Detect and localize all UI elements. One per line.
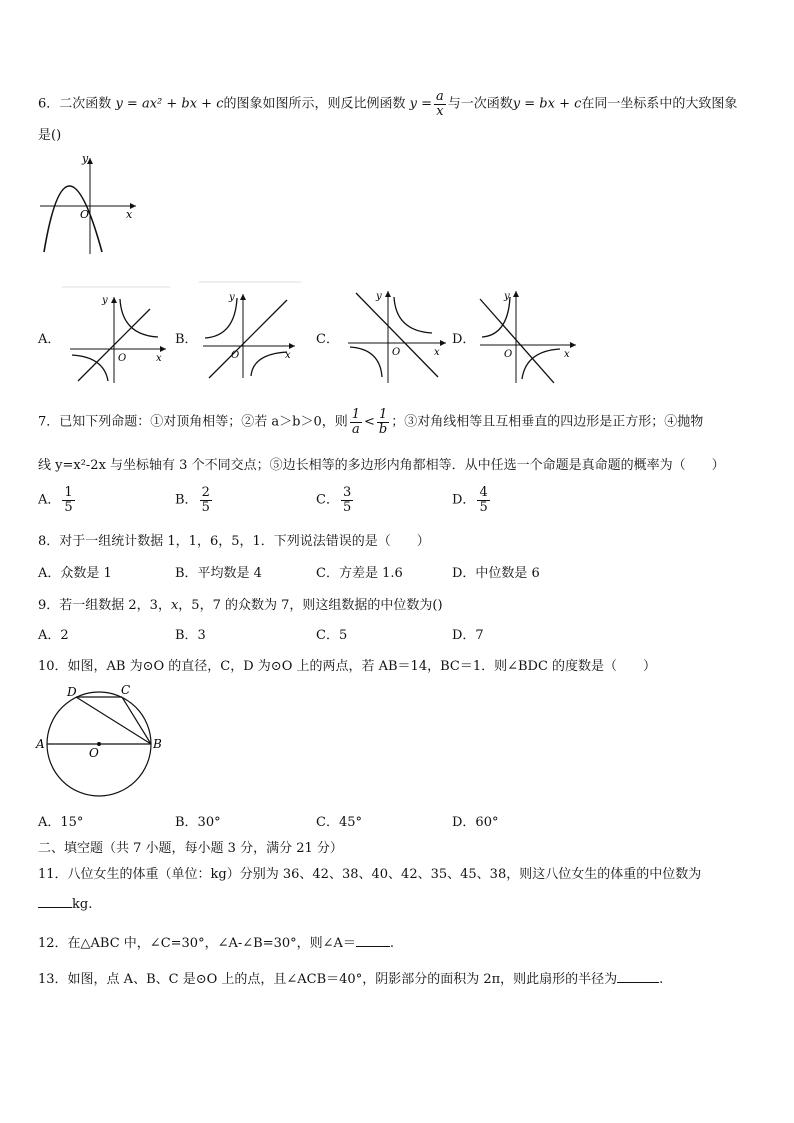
svg-text:x: x: [564, 349, 570, 360]
svg-text:O: O: [392, 347, 401, 358]
svg-text:y: y: [229, 292, 235, 303]
q7-option-c: [316, 486, 355, 514]
q7-line2: 线 y=x²-2x 与坐标轴有 3 个不同交点；⑤边长相等的多边形内角都相等．从中任选一个命题是真命题的概率为（ ）: [38, 458, 725, 473]
q10-option-b: B．30°: [175, 815, 221, 830]
q7-fraction-1-numerator: 1: [351, 407, 361, 422]
q13-text: [38, 968, 663, 987]
q9-option-a: A．2: [38, 628, 69, 643]
q7-less-than: <: [364, 414, 375, 430]
q7-option-a-denominator: 5: [64, 499, 73, 515]
q7-option-b: [175, 486, 214, 514]
q6-parabola-x-label: x: [126, 208, 133, 221]
q7-option-d-fraction: [477, 486, 489, 514]
svg-text:O: O: [504, 349, 513, 360]
q7-option-a: [38, 486, 77, 514]
q6-text-3: 与一次函数: [447, 96, 513, 112]
q7-option-b-fraction: [200, 486, 212, 514]
q6-parabola-figure: [36, 150, 146, 260]
svg-text:x: x: [156, 353, 162, 364]
q12-answer-blank[interactable]: [356, 934, 390, 947]
q9-variable-x: x: [170, 598, 179, 613]
q10-point-a: A: [36, 737, 45, 751]
q6-text-4: 在同一坐标系中的大致图象: [581, 96, 738, 112]
q7-line1: [38, 408, 703, 436]
q6-linear-formula: y = bx + c: [512, 96, 582, 112]
q7-option-b-numerator: 2: [201, 485, 210, 500]
q12-text: [38, 932, 394, 951]
q7-option-c-label: C．: [316, 492, 339, 508]
q13-text-2: .: [659, 972, 664, 987]
q11-line1: 11．八位女生的体重（单位：kg）分别为 36、42、38、40、42、35、45、38，则这八位女生的体重的中位数为: [38, 867, 702, 882]
q7-text-2: ；③对角线相等且互相垂直的四边形是正方形；④抛物: [391, 414, 704, 430]
q6-quadratic-formula: y = ax² + bx + c: [115, 96, 224, 112]
q7-option-b-label: B．: [175, 492, 198, 508]
section-2-heading: 二、填空题（共 7 小题，每小题 3 分，满分 21 分）: [38, 841, 343, 856]
q6-option-b-figure: [197, 280, 305, 380]
q6-option-d-label: D．: [452, 332, 476, 347]
q6-parabola-y-label: y: [82, 152, 89, 165]
q7-option-d-numerator: 4: [479, 485, 488, 500]
svg-text:y: y: [102, 295, 108, 306]
q7-option-c-numerator: 3: [342, 485, 352, 500]
q13-text-1: 13．如图，点 A、B、C 是⊙O 上的点，且∠ACB＝40°，阴影部分的面积为 2π，则此扇形的半径为: [38, 972, 618, 987]
q10-option-c: C．45°: [316, 815, 362, 830]
q8-option-b: B．平均数是 4: [175, 566, 262, 581]
q6-option-c-figure: [342, 285, 452, 385]
q6-option-d-figure: [476, 285, 586, 385]
q10-option-d: D．60°: [452, 815, 499, 830]
q11-answer-blank[interactable]: [38, 895, 72, 908]
q13-answer-blank[interactable]: [617, 970, 659, 983]
q10-point-b: B: [153, 737, 162, 751]
q9-text-2: ，5，7 的众数为 7，则这组数据的中位数为(): [178, 598, 443, 613]
q6-option-c-label: C．: [316, 332, 339, 347]
q8-option-a: A．众数是 1: [38, 566, 112, 581]
q6-number: 6．: [38, 96, 60, 112]
q6-option-b-label: B．: [175, 332, 198, 347]
q11-line2: [38, 895, 92, 912]
q10-circle-figure: [36, 682, 166, 798]
q8-option-c: C．方差是 1.6: [316, 566, 403, 581]
q7-text-1: 7．已知下列命题：①对顶角相等；②若 a＞b＞0，则: [38, 414, 348, 430]
q6-line1: [38, 90, 737, 118]
q7-fraction-1: [350, 408, 362, 436]
q8-text: 8．对于一组统计数据 1，1，6，5，1．下列说法错误的是（ ）: [38, 534, 430, 549]
q10-option-a: A．15°: [38, 815, 84, 830]
q10-text: 10．如图，AB 为⊙O 的直径，C，D 为⊙O 上的两点，若 AB＝14，BC＝1．则∠BDC 的度数是（ ）: [38, 659, 657, 674]
q9-option-b: B．3: [175, 628, 206, 643]
q9-option-d: D．7: [452, 628, 484, 643]
q11-unit: kg.: [72, 897, 93, 912]
q6-line2: 是(): [38, 128, 62, 143]
svg-text:O: O: [118, 353, 127, 364]
q6-parabola-origin-label: O: [80, 208, 90, 221]
q6-option-a-figure: [62, 285, 172, 385]
q10-point-o: O: [89, 746, 99, 760]
q7-fraction-1-denominator: a: [352, 421, 360, 437]
svg-text:y: y: [376, 291, 382, 302]
q6-inverse-lhs: y =: [409, 96, 433, 112]
q6-inverse-fraction: [434, 90, 446, 118]
q7-option-a-numerator: 1: [64, 485, 73, 500]
q7-fraction-2-numerator: 1: [378, 407, 388, 422]
q9-text: [38, 594, 443, 613]
q7-option-d: [452, 486, 492, 514]
q12-text-2: .: [389, 936, 395, 951]
svg-text:x: x: [285, 350, 291, 361]
svg-text:y: y: [504, 291, 510, 302]
q7-option-a-label: A．: [38, 492, 61, 508]
q6-fraction-denominator: x: [436, 103, 444, 119]
q6-text-2: 的图象如图所示，则反比例函数: [223, 96, 406, 112]
q9-text-1: 9．若一组数据 2，3，: [38, 598, 171, 613]
q7-option-b-denominator: 5: [201, 499, 210, 515]
q7-fraction-2: [377, 408, 389, 436]
q10-point-d: D: [67, 685, 77, 699]
q7-fraction-2-denominator: b: [378, 421, 388, 437]
q9-option-c: C．5: [316, 628, 348, 643]
q7-option-c-fraction: [341, 486, 353, 514]
q6-fraction-numerator: a: [436, 89, 444, 104]
q6-option-a-label: A．: [38, 332, 61, 347]
q7-option-d-denominator: 5: [479, 499, 488, 515]
q7-option-d-label: D．: [452, 492, 476, 508]
q8-option-d: D．中位数是 6: [452, 566, 540, 581]
q7-option-a-fraction: [62, 486, 74, 514]
q12-text-1: 12．在△ABC 中，∠C=30°，∠A-∠B=30°，则∠A＝: [38, 936, 356, 951]
svg-text:x: x: [434, 347, 440, 358]
svg-text:O: O: [231, 350, 240, 361]
q6-text-1: 二次函数: [59, 96, 112, 112]
q10-point-c: C: [121, 683, 131, 697]
q7-option-c-denominator: 5: [342, 499, 352, 515]
